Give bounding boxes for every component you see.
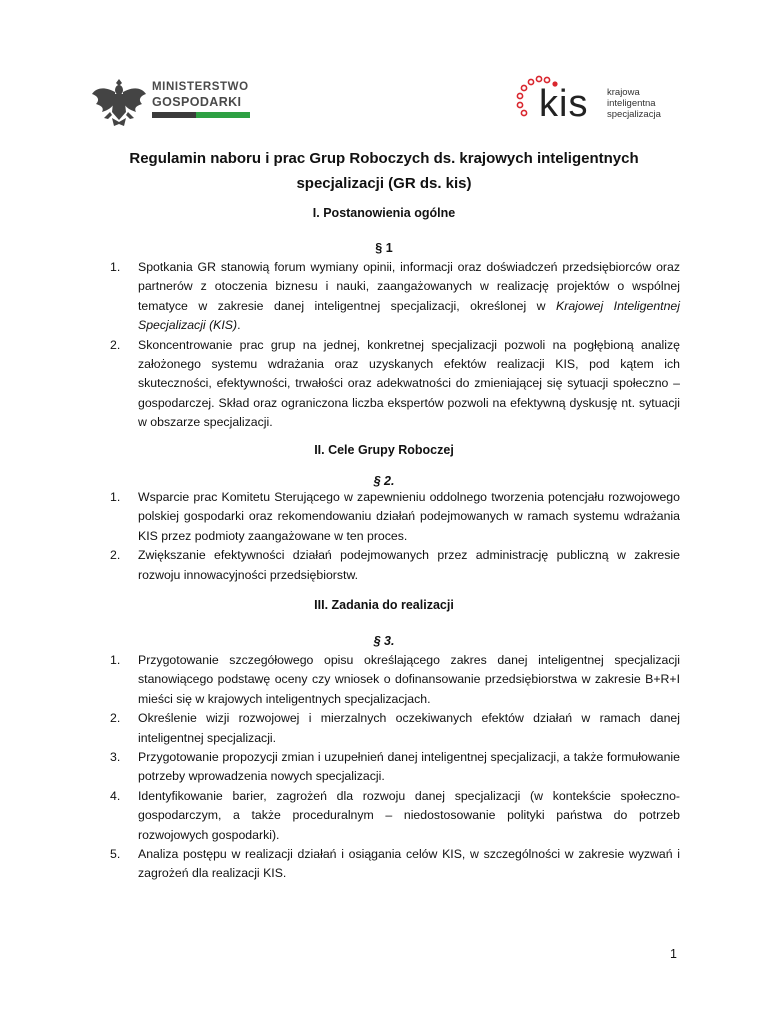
ministry-green-bar [196,112,250,118]
section-list [110,258,680,433]
list-item-number: 1. [110,490,121,504]
list-item-number: 4. [110,788,121,803]
ministry-color-bars [152,112,250,120]
list-item [110,488,680,546]
list-item [110,787,680,845]
list-item-text: Analiza postępu w realizacji działań i osiągania celów KIS, w szczególności w zakresie wyzwań i zagrożeń dla realizacji KIS. [138,847,680,881]
list-item-text: Przygotowanie propozycji zmian i uzupełnień danej inteligentnej specjalizacji, a także formułowanie potrzeby wprowadzenia nowych specjalizacji. [138,750,680,784]
list-item-italic: Krajowej Inteligentnej Specjalizacji (KIS) [138,298,680,333]
title-line-2: specjalizacji (GR ds. kis) [296,175,472,192]
kis-logo [515,74,680,126]
list-item-number: 1. [110,260,121,274]
section-list [110,651,680,884]
list-item [110,748,680,787]
list-item [110,258,680,336]
title-line-1: Regulamin naboru i prac Grup Roboczych ds. krajowych inteligentnych [129,150,639,167]
list-item [110,845,680,884]
ministry-line-1: MINISTERSTWO [152,81,249,93]
section-heading: III. Zadania do realizacji [314,598,454,612]
list-item-tail: . [237,318,241,333]
page-number: 1 [670,947,677,961]
kis-tag-line-2: inteligentna [607,98,656,109]
paragraph-mark: § 1 [375,241,393,255]
kis-tagline [607,87,661,120]
ministry-dark-bar [152,112,196,118]
list-item-number: 2. [110,337,121,352]
eagle-emblem-icon [90,74,148,132]
document-title [100,146,668,196]
list-item [110,709,680,748]
list-item-text: Zwiększanie efektywności działań podejmowanych przez administrację publiczną w zakresie rozwoju innowacyjności przedsiębiorstw. [138,548,680,582]
ministry-logo [90,74,250,132]
kis-wordmark: kis [539,83,589,125]
section-heading: I. Postanowienia ogólne [312,206,456,220]
ministry-line-2: GOSPODARKI [152,95,242,109]
kis-tag-line-1: krajowa [607,87,640,98]
paragraph-mark: § 3. [373,634,395,648]
list-item [110,336,680,433]
list-item-text: Wsparcie prac Komitetu Sterującego w zapewnieniu oddolnego tworzenia potencjału rozwojowego polskiej gospodarki oraz rekomendowaniu działań podejmowanych w ramach systemu wdrażania KIS przez podmioty zaangażowane w ten proces. [138,490,680,543]
list-item-text: Skoncentrowanie prac grup na jednej, konkretnej specjalizacji pozwoli na pogłębioną analizę założonego systemu wdrażania oraz uzyskanych efektów realizacji KIS, pod kątem ich skuteczności, efektywności, trwałości oraz adekwatności do zmieniającej się sytuacji społeczno – gospodarczej. Skład oraz ograniczona liczba ekspertów pozwoli na efektywną dyskusję nt. sytuacji w obszarze specjalizacji. [138,337,680,430]
list-item-number: 5. [110,847,121,862]
list-item-number: 3. [110,750,121,765]
list-item-text: Określenie wizji rozwojowej i mierzalnych oczekiwanych efektów działań w ramach danej inteligentnej specjalizacji. [138,711,680,745]
kis-tag-line-3: specjalizacja [607,109,661,120]
list-item-text: Spotkania GR stanowią forum wymiany opinii, informacji oraz doświadczeń przedsiębiorców oraz partnerów z otoczenia biznesu i nauki, zaangażowanych w realizację projektów o wspólnej tematyce w zakresie danej inteligentnej specjalizacji, określonej w [138,260,680,313]
list-item-number: 2. [110,711,121,726]
section-heading: II. Cele Grupy Roboczej [314,443,454,457]
list-item-text: Przygotowanie szczegółowego opisu określającego zakres danej inteligentnej specjalizacji stanowiącego podstawę oceny czy wniosek o dofinansowanie przedsiębiorstwa w zakresie B+R+I mieści się w krajowych inteligentnych specjalizacjach. [138,653,680,706]
list-item-text: Identyfikowanie barier, zagrożeń dla rozwoju danej specjalizacji (w kontekście społeczno-gospodarczym, a także proceduralnym – niedostosowanie polityki państwa do potrzeb rozwojowych gospodarki). [138,788,680,842]
list-item-number: 2. [110,548,121,563]
list-item-number: 1. [110,653,121,667]
list-item [110,546,680,585]
ministry-name [152,80,249,110]
paragraph-mark: § 2. [373,474,395,488]
list-item [110,651,680,709]
section-list [110,488,680,585]
